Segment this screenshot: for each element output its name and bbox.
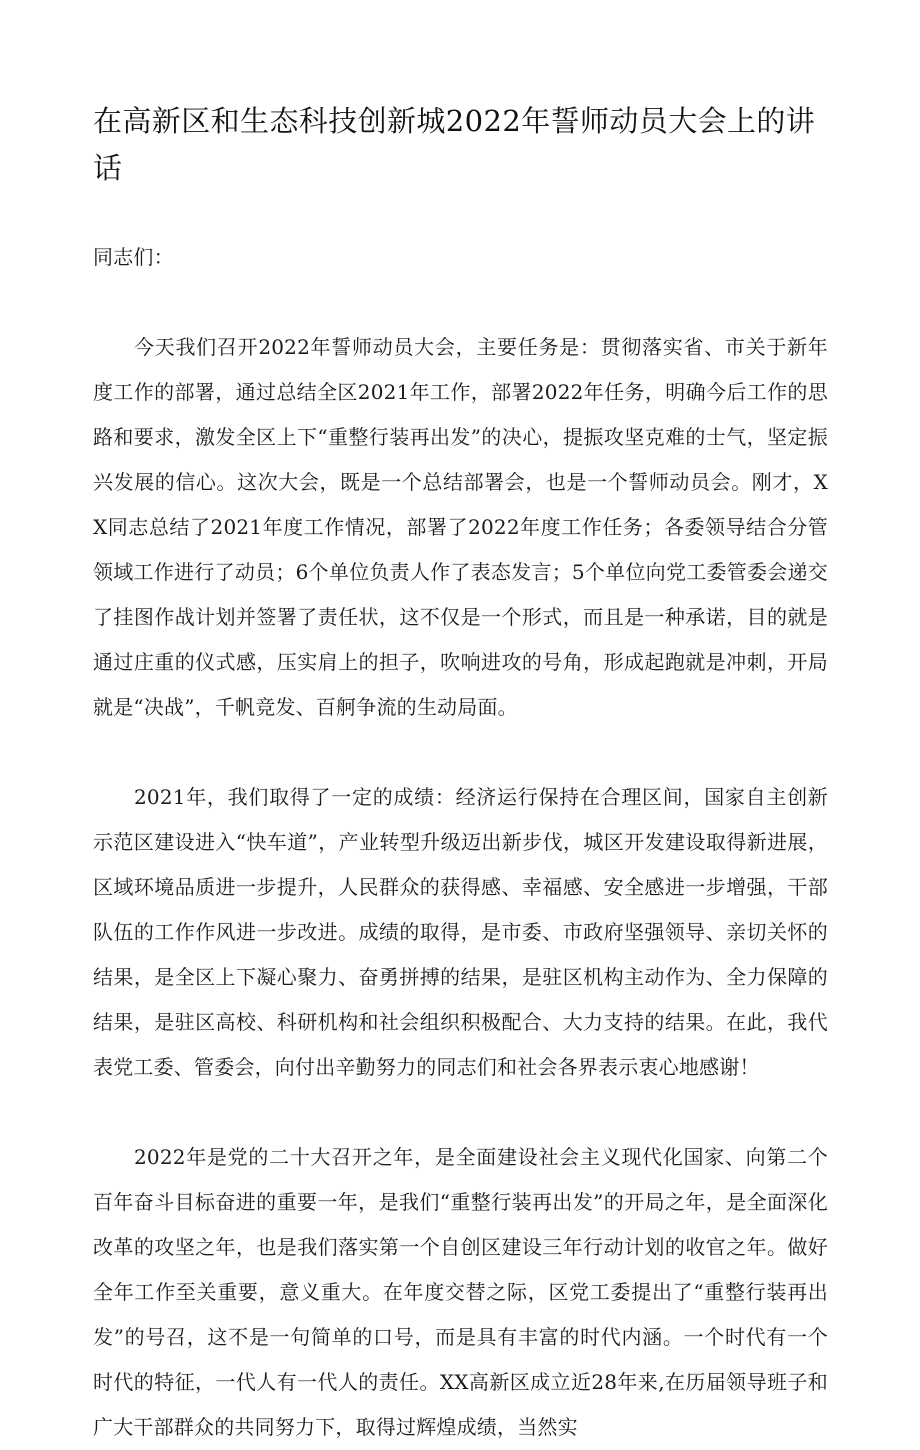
document-content	[93, 0, 828, 1450]
document-title: 在高新区和生态科技创新城2022年誓师动员大会上的讲话	[93, 104, 816, 185]
paragraph-2: 2021年，我们取得了一定的成绩：经济运行保持在合理区间，国家自主创新示范区建设进入“快车道”，产业转型升级迈出新步伐，城区开发建设取得新进展，区域环境品质进一步提升，人民群众的获得感、幸福感、安全感进一步增强，干部队伍的工作作风进一步改进。成绩的取得，是市委、市政府坚强领导、亲切关怀的结果，是全区上下凝心聚力、奋勇拼搏的结果，是驻区机构主动作为、全力保障的结果，是驻区高校、科研机构和社会组织积极配合、大力支持的结果。在此，我代表党工委、管委会，向付出辛勤努力的同志们和社会各界表示衷心地感谢！	[93, 785, 828, 1079]
paragraph-3: 2022年是党的二十大召开之年，是全面建设社会主义现代化国家、向第二个百年奋斗目标奋进的重要一年，是我们“重整行装再出发”的开局之年，是全面深化改革的攻坚之年，也是我们落实第一个自创区建设三年行动计划的收官之年。做好全年工作至关重要，意义重大。在年度交替之际，区党工委提出了“重整行装再出发”的号召，这不是一句简单的口号，而是具有丰富的时代内涵。一个时代有一个时代的特征，一代人有一代人的责任。XX高新区成立近28年来,在历届领导班子和广大干部群众的共同努力下，取得过辉煌成绩，当然实	[93, 1145, 828, 1439]
paragraph-1: 今天我们召开2022年誓师动员大会，主要任务是：贯彻落实省、市关于新年度工作的部署，通过总结全区2021年工作，部署2022年任务，明确今后工作的思路和要求，激发全区上下“重整行装再出发”的决心，提振攻坚克难的士气，坚定振兴发展的信心。这次大会，既是一个总结部署会，也是一个誓师动员会。刚才，XX同志总结了2021年度工作情况，部署了2022年度工作任务；各委领导结合分管领域工作进行了动员；6个单位负责人作了表态发言；5个单位向党工委管委会递交了挂图作战计划并签署了责任状，这不仅是一个形式，而且是一种承诺，目的就是通过庄重的仪式感，压实肩上的担子，吹响进攻的号角，形成起跑就是冲刺，开局就是“决战”，千帆竞发、百舸争流的生动局面。	[93, 335, 828, 719]
salutation: 同志们：	[93, 245, 174, 269]
